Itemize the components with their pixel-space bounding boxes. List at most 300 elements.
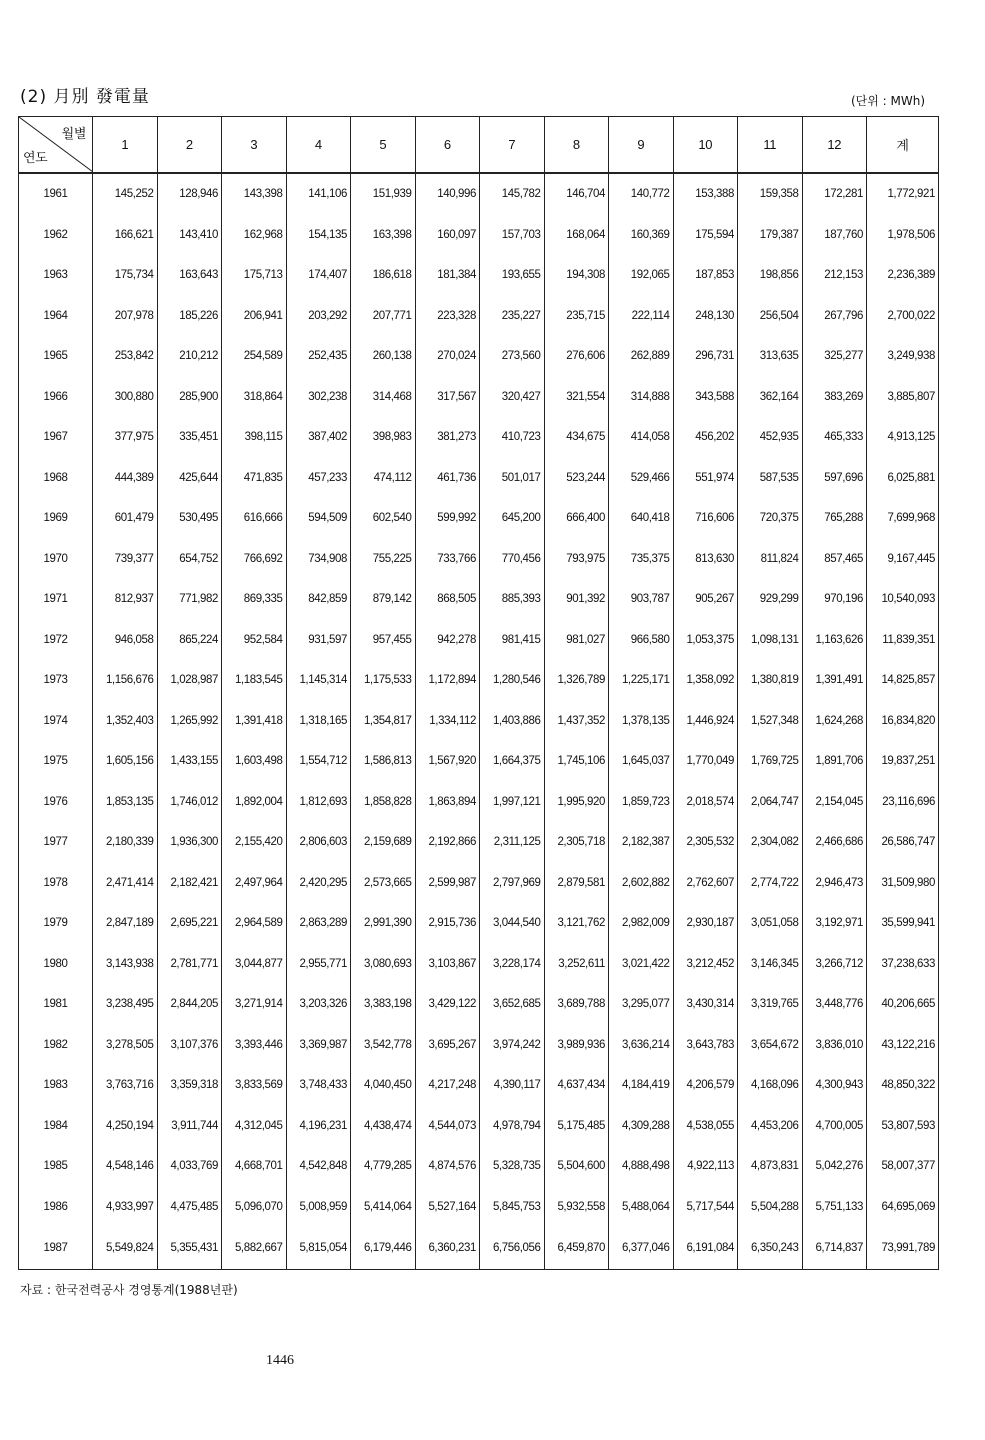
value-cell: 4,206,579 xyxy=(673,1065,738,1106)
year-cell: 1987 xyxy=(19,1227,93,1270)
value-cell: 523,244 xyxy=(544,458,609,499)
table-row xyxy=(19,377,939,418)
value-cell: 5,932,558 xyxy=(544,1187,609,1228)
value-cell: 4,542,848 xyxy=(286,1146,351,1187)
total-cell: 1,772,921 xyxy=(867,173,939,215)
value-cell: 434,675 xyxy=(544,417,609,458)
value-cell: 273,560 xyxy=(480,336,545,377)
value-cell: 5,175,485 xyxy=(544,1106,609,1147)
value-cell: 6,360,231 xyxy=(415,1227,480,1270)
value-cell: 1,891,706 xyxy=(802,741,867,782)
value-cell: 640,418 xyxy=(609,498,674,539)
value-cell: 5,096,070 xyxy=(222,1187,287,1228)
value-cell: 387,402 xyxy=(286,417,351,458)
table-row xyxy=(19,863,939,904)
value-cell: 1,352,403 xyxy=(93,701,158,742)
value-cell: 1,163,626 xyxy=(802,620,867,661)
value-cell: 2,847,189 xyxy=(93,903,158,944)
value-cell: 163,398 xyxy=(351,215,416,256)
value-cell: 2,155,420 xyxy=(222,822,287,863)
value-cell: 187,760 xyxy=(802,215,867,256)
value-cell: 343,588 xyxy=(673,377,738,418)
year-cell: 1973 xyxy=(19,660,93,701)
value-cell: 1,391,491 xyxy=(802,660,867,701)
total-cell: 1,978,506 xyxy=(867,215,939,256)
value-cell: 5,815,054 xyxy=(286,1227,351,1270)
corner-cell xyxy=(19,117,93,174)
value-cell: 3,228,174 xyxy=(480,944,545,985)
table-row xyxy=(19,539,939,580)
total-cell: 43,122,216 xyxy=(867,1025,939,1066)
value-cell: 931,597 xyxy=(286,620,351,661)
value-cell: 4,538,055 xyxy=(673,1106,738,1147)
column-header: 3 xyxy=(222,117,287,174)
value-cell: 4,475,485 xyxy=(157,1187,222,1228)
value-cell: 597,696 xyxy=(802,458,867,499)
table-row xyxy=(19,620,939,661)
value-cell: 276,606 xyxy=(544,336,609,377)
value-cell: 2,064,747 xyxy=(738,782,803,823)
value-cell: 1,433,155 xyxy=(157,741,222,782)
value-cell: 2,695,221 xyxy=(157,903,222,944)
value-cell: 235,715 xyxy=(544,296,609,337)
value-cell: 813,630 xyxy=(673,539,738,580)
year-cell: 1986 xyxy=(19,1187,93,1228)
value-cell: 471,835 xyxy=(222,458,287,499)
table-row xyxy=(19,579,939,620)
value-cell: 966,580 xyxy=(609,620,674,661)
corner-month-label: 월별 xyxy=(61,126,86,141)
value-cell: 2,192,866 xyxy=(415,822,480,863)
total-cell: 2,700,022 xyxy=(867,296,939,337)
value-cell: 256,504 xyxy=(738,296,803,337)
table-body xyxy=(19,173,939,1270)
value-cell: 1,936,300 xyxy=(157,822,222,863)
value-cell: 4,438,474 xyxy=(351,1106,416,1147)
value-cell: 2,182,387 xyxy=(609,822,674,863)
year-cell: 1961 xyxy=(19,173,93,215)
value-cell: 223,328 xyxy=(415,296,480,337)
value-cell: 5,355,431 xyxy=(157,1227,222,1270)
value-cell: 1,145,314 xyxy=(286,660,351,701)
value-cell: 3,051,058 xyxy=(738,903,803,944)
column-header: 9 xyxy=(609,117,674,174)
value-cell: 946,058 xyxy=(93,620,158,661)
value-cell: 720,375 xyxy=(738,498,803,539)
monthly-generation-table xyxy=(18,116,939,1270)
value-cell: 175,594 xyxy=(673,215,738,256)
value-cell: 1,892,004 xyxy=(222,782,287,823)
value-cell: 179,387 xyxy=(738,215,803,256)
total-cell: 3,249,938 xyxy=(867,336,939,377)
value-cell: 2,311,125 xyxy=(480,822,545,863)
value-cell: 3,974,242 xyxy=(480,1025,545,1066)
value-cell: 3,278,505 xyxy=(93,1025,158,1066)
value-cell: 594,509 xyxy=(286,498,351,539)
value-cell: 5,008,959 xyxy=(286,1187,351,1228)
value-cell: 6,459,870 xyxy=(544,1227,609,1270)
value-cell: 5,527,164 xyxy=(415,1187,480,1228)
column-header: 계 xyxy=(867,117,939,174)
table-row xyxy=(19,701,939,742)
value-cell: 2,305,532 xyxy=(673,822,738,863)
value-cell: 599,992 xyxy=(415,498,480,539)
value-cell: 666,400 xyxy=(544,498,609,539)
value-cell: 3,652,685 xyxy=(480,984,545,1025)
table-row xyxy=(19,458,939,499)
column-header: 1 xyxy=(93,117,158,174)
value-cell: 159,358 xyxy=(738,173,803,215)
page-number: 1446 xyxy=(266,1353,294,1368)
value-cell: 5,504,600 xyxy=(544,1146,609,1187)
table-row xyxy=(19,822,939,863)
value-cell: 842,859 xyxy=(286,579,351,620)
value-cell: 194,308 xyxy=(544,255,609,296)
value-cell: 187,853 xyxy=(673,255,738,296)
total-cell: 14,825,857 xyxy=(867,660,939,701)
value-cell: 1,358,092 xyxy=(673,660,738,701)
value-cell: 2,930,187 xyxy=(673,903,738,944)
value-cell: 885,393 xyxy=(480,579,545,620)
total-cell: 23,116,696 xyxy=(867,782,939,823)
value-cell: 296,731 xyxy=(673,336,738,377)
value-cell: 398,115 xyxy=(222,417,287,458)
table-row xyxy=(19,1065,939,1106)
value-cell: 162,968 xyxy=(222,215,287,256)
value-cell: 6,191,084 xyxy=(673,1227,738,1270)
value-cell: 2,863,289 xyxy=(286,903,351,944)
value-cell: 879,142 xyxy=(351,579,416,620)
column-header: 8 xyxy=(544,117,609,174)
value-cell: 222,114 xyxy=(609,296,674,337)
value-cell: 2,602,882 xyxy=(609,863,674,904)
value-cell: 461,736 xyxy=(415,458,480,499)
value-cell: 5,042,276 xyxy=(802,1146,867,1187)
value-cell: 1,183,545 xyxy=(222,660,287,701)
value-cell: 981,415 xyxy=(480,620,545,661)
value-cell: 755,225 xyxy=(351,539,416,580)
value-cell: 3,103,867 xyxy=(415,944,480,985)
year-cell: 1980 xyxy=(19,944,93,985)
value-cell: 3,654,672 xyxy=(738,1025,803,1066)
year-cell: 1977 xyxy=(19,822,93,863)
value-cell: 4,637,434 xyxy=(544,1065,609,1106)
year-cell: 1966 xyxy=(19,377,93,418)
year-cell: 1971 xyxy=(19,579,93,620)
value-cell: 1,664,375 xyxy=(480,741,545,782)
value-cell: 1,391,418 xyxy=(222,701,287,742)
value-cell: 2,982,009 xyxy=(609,903,674,944)
value-cell: 128,946 xyxy=(157,173,222,215)
year-cell: 1968 xyxy=(19,458,93,499)
value-cell: 160,097 xyxy=(415,215,480,256)
value-cell: 811,824 xyxy=(738,539,803,580)
value-cell: 3,748,433 xyxy=(286,1065,351,1106)
value-cell: 3,044,540 xyxy=(480,903,545,944)
value-cell: 2,305,718 xyxy=(544,822,609,863)
value-cell: 314,888 xyxy=(609,377,674,418)
value-cell: 160,369 xyxy=(609,215,674,256)
value-cell: 235,227 xyxy=(480,296,545,337)
value-cell: 248,130 xyxy=(673,296,738,337)
value-cell: 616,666 xyxy=(222,498,287,539)
value-cell: 2,180,339 xyxy=(93,822,158,863)
value-cell: 2,844,205 xyxy=(157,984,222,1025)
table-row xyxy=(19,173,939,215)
value-cell: 270,024 xyxy=(415,336,480,377)
value-cell: 771,982 xyxy=(157,579,222,620)
total-cell: 16,834,820 xyxy=(867,701,939,742)
column-header: 6 xyxy=(415,117,480,174)
value-cell: 1,645,037 xyxy=(609,741,674,782)
value-cell: 2,154,045 xyxy=(802,782,867,823)
total-cell: 4,913,125 xyxy=(867,417,939,458)
value-cell: 929,299 xyxy=(738,579,803,620)
value-cell: 733,766 xyxy=(415,539,480,580)
year-cell: 1985 xyxy=(19,1146,93,1187)
value-cell: 501,017 xyxy=(480,458,545,499)
value-cell: 6,714,837 xyxy=(802,1227,867,1270)
value-cell: 905,267 xyxy=(673,579,738,620)
table-row xyxy=(19,417,939,458)
value-cell: 3,319,765 xyxy=(738,984,803,1025)
value-cell: 3,121,762 xyxy=(544,903,609,944)
value-cell: 172,281 xyxy=(802,173,867,215)
value-cell: 362,164 xyxy=(738,377,803,418)
value-cell: 212,153 xyxy=(802,255,867,296)
value-cell: 3,146,345 xyxy=(738,944,803,985)
value-cell: 901,392 xyxy=(544,579,609,620)
value-cell: 314,468 xyxy=(351,377,416,418)
total-cell: 19,837,251 xyxy=(867,741,939,782)
value-cell: 193,655 xyxy=(480,255,545,296)
value-cell: 175,713 xyxy=(222,255,287,296)
value-cell: 210,212 xyxy=(157,336,222,377)
value-cell: 3,044,877 xyxy=(222,944,287,985)
value-cell: 3,203,326 xyxy=(286,984,351,1025)
table-row xyxy=(19,984,939,1025)
value-cell: 942,278 xyxy=(415,620,480,661)
value-cell: 145,252 xyxy=(93,173,158,215)
total-cell: 35,599,941 xyxy=(867,903,939,944)
value-cell: 952,584 xyxy=(222,620,287,661)
value-cell: 4,888,498 xyxy=(609,1146,674,1187)
value-cell: 2,599,987 xyxy=(415,863,480,904)
value-cell: 3,212,452 xyxy=(673,944,738,985)
value-cell: 868,505 xyxy=(415,579,480,620)
total-cell: 31,509,980 xyxy=(867,863,939,904)
value-cell: 192,065 xyxy=(609,255,674,296)
year-cell: 1970 xyxy=(19,539,93,580)
value-cell: 377,975 xyxy=(93,417,158,458)
value-cell: 4,874,576 xyxy=(415,1146,480,1187)
value-cell: 812,937 xyxy=(93,579,158,620)
year-cell: 1979 xyxy=(19,903,93,944)
value-cell: 3,107,376 xyxy=(157,1025,222,1066)
value-cell: 145,782 xyxy=(480,173,545,215)
value-cell: 157,703 xyxy=(480,215,545,256)
value-cell: 3,021,422 xyxy=(609,944,674,985)
value-cell: 1,403,886 xyxy=(480,701,545,742)
value-cell: 4,040,450 xyxy=(351,1065,416,1106)
value-cell: 383,269 xyxy=(802,377,867,418)
value-cell: 3,252,611 xyxy=(544,944,609,985)
table-row xyxy=(19,1025,939,1066)
total-cell: 40,206,665 xyxy=(867,984,939,1025)
value-cell: 141,106 xyxy=(286,173,351,215)
value-cell: 1,280,546 xyxy=(480,660,545,701)
value-cell: 4,168,096 xyxy=(738,1065,803,1106)
value-cell: 1,853,135 xyxy=(93,782,158,823)
value-cell: 3,833,569 xyxy=(222,1065,287,1106)
value-cell: 3,359,318 xyxy=(157,1065,222,1106)
value-cell: 903,787 xyxy=(609,579,674,620)
value-cell: 4,309,288 xyxy=(609,1106,674,1147)
value-cell: 5,845,753 xyxy=(480,1187,545,1228)
value-cell: 1,586,813 xyxy=(351,741,416,782)
value-cell: 163,643 xyxy=(157,255,222,296)
value-cell: 2,573,665 xyxy=(351,863,416,904)
value-cell: 267,796 xyxy=(802,296,867,337)
year-cell: 1983 xyxy=(19,1065,93,1106)
total-cell: 53,807,593 xyxy=(867,1106,939,1147)
year-cell: 1984 xyxy=(19,1106,93,1147)
value-cell: 3,911,744 xyxy=(157,1106,222,1147)
value-cell: 3,542,778 xyxy=(351,1025,416,1066)
value-cell: 1,380,819 xyxy=(738,660,803,701)
year-cell: 1982 xyxy=(19,1025,93,1066)
value-cell: 317,567 xyxy=(415,377,480,418)
value-cell: 716,606 xyxy=(673,498,738,539)
value-cell: 1,172,894 xyxy=(415,660,480,701)
source-note: 자료 : 한국전력공사 경영통계(1988년판) xyxy=(20,1283,238,1297)
value-cell: 320,427 xyxy=(480,377,545,418)
value-cell: 3,080,693 xyxy=(351,944,416,985)
value-cell: 3,271,914 xyxy=(222,984,287,1025)
value-cell: 602,540 xyxy=(351,498,416,539)
column-header: 7 xyxy=(480,117,545,174)
value-cell: 1,859,723 xyxy=(609,782,674,823)
value-cell: 587,535 xyxy=(738,458,803,499)
total-cell: 73,991,789 xyxy=(867,1227,939,1270)
value-cell: 869,335 xyxy=(222,579,287,620)
value-cell: 166,621 xyxy=(93,215,158,256)
value-cell: 734,908 xyxy=(286,539,351,580)
value-cell: 3,143,938 xyxy=(93,944,158,985)
value-cell: 4,250,194 xyxy=(93,1106,158,1147)
value-cell: 957,455 xyxy=(351,620,416,661)
value-cell: 1,156,676 xyxy=(93,660,158,701)
value-cell: 2,762,607 xyxy=(673,863,738,904)
total-cell: 11,839,351 xyxy=(867,620,939,661)
value-cell: 1,446,924 xyxy=(673,701,738,742)
value-cell: 5,549,824 xyxy=(93,1227,158,1270)
value-cell: 1,624,268 xyxy=(802,701,867,742)
table-row xyxy=(19,1146,939,1187)
value-cell: 2,774,722 xyxy=(738,863,803,904)
value-cell: 254,589 xyxy=(222,336,287,377)
value-cell: 2,964,589 xyxy=(222,903,287,944)
value-cell: 1,098,131 xyxy=(738,620,803,661)
value-cell: 318,864 xyxy=(222,377,287,418)
value-cell: 4,933,997 xyxy=(93,1187,158,1228)
value-cell: 140,772 xyxy=(609,173,674,215)
value-cell: 253,842 xyxy=(93,336,158,377)
value-cell: 2,466,686 xyxy=(802,822,867,863)
value-cell: 4,300,943 xyxy=(802,1065,867,1106)
year-cell: 1978 xyxy=(19,863,93,904)
value-cell: 865,224 xyxy=(157,620,222,661)
value-cell: 168,064 xyxy=(544,215,609,256)
value-cell: 3,763,716 xyxy=(93,1065,158,1106)
table-row xyxy=(19,215,939,256)
value-cell: 3,643,783 xyxy=(673,1025,738,1066)
value-cell: 2,471,414 xyxy=(93,863,158,904)
table-row xyxy=(19,1106,939,1147)
value-cell: 302,238 xyxy=(286,377,351,418)
value-cell: 1,995,920 xyxy=(544,782,609,823)
table-row xyxy=(19,903,939,944)
total-cell: 58,007,377 xyxy=(867,1146,939,1187)
table-row xyxy=(19,1187,939,1228)
value-cell: 2,879,581 xyxy=(544,863,609,904)
value-cell: 4,312,045 xyxy=(222,1106,287,1147)
value-cell: 654,752 xyxy=(157,539,222,580)
year-cell: 1964 xyxy=(19,296,93,337)
year-cell: 1976 xyxy=(19,782,93,823)
value-cell: 4,184,419 xyxy=(609,1065,674,1106)
total-cell: 2,236,389 xyxy=(867,255,939,296)
value-cell: 1,746,012 xyxy=(157,782,222,823)
value-cell: 143,410 xyxy=(157,215,222,256)
value-cell: 6,377,046 xyxy=(609,1227,674,1270)
value-cell: 185,226 xyxy=(157,296,222,337)
value-cell: 2,915,736 xyxy=(415,903,480,944)
value-cell: 1,863,894 xyxy=(415,782,480,823)
value-cell: 3,429,122 xyxy=(415,984,480,1025)
table-heading: (2) 月別 發電量 xyxy=(20,87,150,107)
value-cell: 252,435 xyxy=(286,336,351,377)
value-cell: 474,112 xyxy=(351,458,416,499)
value-cell: 207,771 xyxy=(351,296,416,337)
value-cell: 3,636,214 xyxy=(609,1025,674,1066)
value-cell: 1,028,987 xyxy=(157,660,222,701)
value-cell: 645,200 xyxy=(480,498,545,539)
year-cell: 1975 xyxy=(19,741,93,782)
year-cell: 1972 xyxy=(19,620,93,661)
header-row xyxy=(19,117,939,174)
value-cell: 766,692 xyxy=(222,539,287,580)
value-cell: 1,997,121 xyxy=(480,782,545,823)
value-cell: 4,033,769 xyxy=(157,1146,222,1187)
unit-note: (단위 : MWh) xyxy=(850,94,925,108)
value-cell: 140,996 xyxy=(415,173,480,215)
total-cell: 37,238,633 xyxy=(867,944,939,985)
value-cell: 1,326,789 xyxy=(544,660,609,701)
value-cell: 181,384 xyxy=(415,255,480,296)
year-cell: 1974 xyxy=(19,701,93,742)
value-cell: 3,430,314 xyxy=(673,984,738,1025)
value-cell: 153,388 xyxy=(673,173,738,215)
value-cell: 2,159,689 xyxy=(351,822,416,863)
value-cell: 735,375 xyxy=(609,539,674,580)
value-cell: 2,781,771 xyxy=(157,944,222,985)
value-cell: 4,544,073 xyxy=(415,1106,480,1147)
value-cell: 739,377 xyxy=(93,539,158,580)
value-cell: 1,770,049 xyxy=(673,741,738,782)
value-cell: 335,451 xyxy=(157,417,222,458)
value-cell: 3,369,987 xyxy=(286,1025,351,1066)
